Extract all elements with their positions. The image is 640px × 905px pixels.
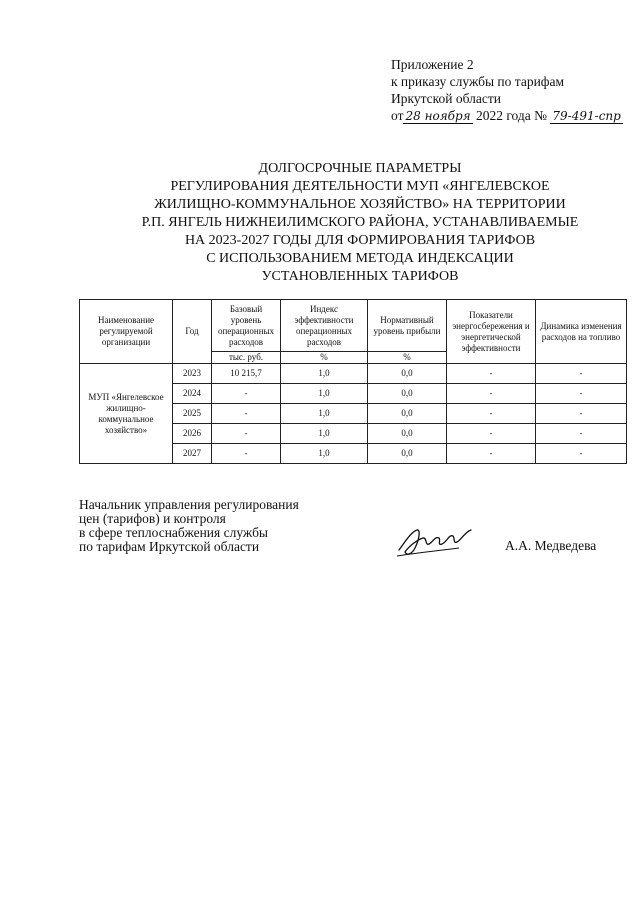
cell-energy: -	[447, 384, 536, 404]
title-line: Р.П. ЯНГЕЛЬ НИЖНЕИЛИМСКОГО РАЙОНА, УСТАНАВЛИВАЕМЫЕ	[141, 215, 579, 230]
table-row	[80, 364, 627, 384]
cell-norm: 0,0	[368, 384, 447, 404]
unit-index: %	[281, 352, 368, 364]
signatory-position	[79, 498, 299, 554]
header-org: Наименование регулируемой организации	[80, 300, 173, 364]
cell-fuel: -	[536, 404, 627, 424]
cell-base: -	[212, 424, 281, 444]
unit-norm: %	[368, 352, 447, 364]
cell-fuel: -	[536, 444, 627, 464]
title-line: ЖИЛИЩНО-КОММУНАЛЬНОЕ ХОЗЯЙСТВО» НА ТЕРРИТОРИИ	[154, 197, 566, 212]
cell-norm: 0,0	[368, 364, 447, 384]
header-base: Базовый уровень операционных расходов	[212, 300, 281, 352]
header-norm: Нормативный уровень прибыли	[368, 300, 447, 352]
annex-date-line	[391, 107, 623, 125]
header-year: Год	[173, 300, 212, 364]
cell-base: 10 215,7	[212, 364, 281, 384]
cell-index: 1,0	[281, 384, 368, 404]
cell-year: 2027	[173, 444, 212, 464]
cell-energy: -	[447, 364, 536, 384]
title-line: ДОЛГОСРОЧНЫЕ ПАРАМЕТРЫ	[258, 161, 462, 176]
header-fuel: Динамика изменения расходов на топливо	[536, 300, 627, 364]
cell-fuel: -	[536, 424, 627, 444]
position-line-2: цен (тарифов) и контроля	[79, 511, 226, 526]
title-line: С ИСПОЛЬЗОВАНИЕМ МЕТОДА ИНДЕКСАЦИИ	[206, 251, 514, 266]
cell-index: 1,0	[281, 364, 368, 384]
cell-index: 1,0	[281, 404, 368, 424]
handwritten-date: 28 ноября	[405, 109, 471, 123]
cell-base: -	[212, 384, 281, 404]
unit-base: тыс. руб.	[212, 352, 281, 364]
organization-cell: МУП «Янгелевское жилищно-коммунальное хозяйство»	[80, 364, 173, 464]
cell-energy: -	[447, 404, 536, 424]
parameters-table	[79, 299, 627, 464]
position-line-1: Начальник управления регулирования	[79, 497, 299, 512]
cell-energy: -	[447, 444, 536, 464]
cell-index: 1,0	[281, 424, 368, 444]
cell-norm: 0,0	[368, 404, 447, 424]
position-line-4: по тарифам Иркутской области	[79, 539, 260, 554]
cell-year: 2026	[173, 424, 212, 444]
signature-drawing	[395, 520, 475, 562]
cell-base: -	[212, 444, 281, 464]
cell-year: 2025	[173, 404, 212, 424]
cell-fuel: -	[536, 384, 627, 404]
header-energy: Показатели энергосбережения и энергетической эффективности	[447, 300, 536, 364]
handwritten-number: 79-491-спр	[552, 109, 621, 123]
document-title	[80, 160, 640, 286]
annex-line-2: к приказу службы по тарифам	[391, 74, 565, 89]
annex-block	[391, 56, 623, 125]
year-text: 2022 года №	[475, 108, 548, 123]
cell-fuel: -	[536, 364, 627, 384]
date-prefix: от	[391, 108, 404, 123]
cell-year: 2024	[173, 384, 212, 404]
title-line: РЕГУЛИРОВАНИЯ ДЕЯТЕЛЬНОСТИ МУП «ЯНГЕЛЕВСКОЕ	[170, 179, 550, 194]
signatory-name: А.А. Медведева	[505, 538, 597, 553]
cell-year: 2023	[173, 364, 212, 384]
header-index: Индекс эффективности операционных расходов	[281, 300, 368, 352]
cell-norm: 0,0	[368, 424, 447, 444]
position-line-3: в сфере теплоснабжения службы	[79, 525, 269, 540]
annex-line-1: Приложение 2	[391, 57, 474, 72]
handwritten-signature	[395, 520, 475, 567]
cell-norm: 0,0	[368, 444, 447, 464]
cell-energy: -	[447, 424, 536, 444]
cell-index: 1,0	[281, 444, 368, 464]
title-line: УСТАНОВЛЕННЫХ ТАРИФОВ	[261, 269, 459, 284]
cell-base: -	[212, 404, 281, 424]
table-header-row	[80, 300, 627, 352]
title-line: НА 2023-2027 ГОДЫ ДЛЯ ФОРМИРОВАНИЯ ТАРИФОВ	[184, 233, 536, 248]
annex-line-3: Иркутской области	[391, 91, 502, 106]
